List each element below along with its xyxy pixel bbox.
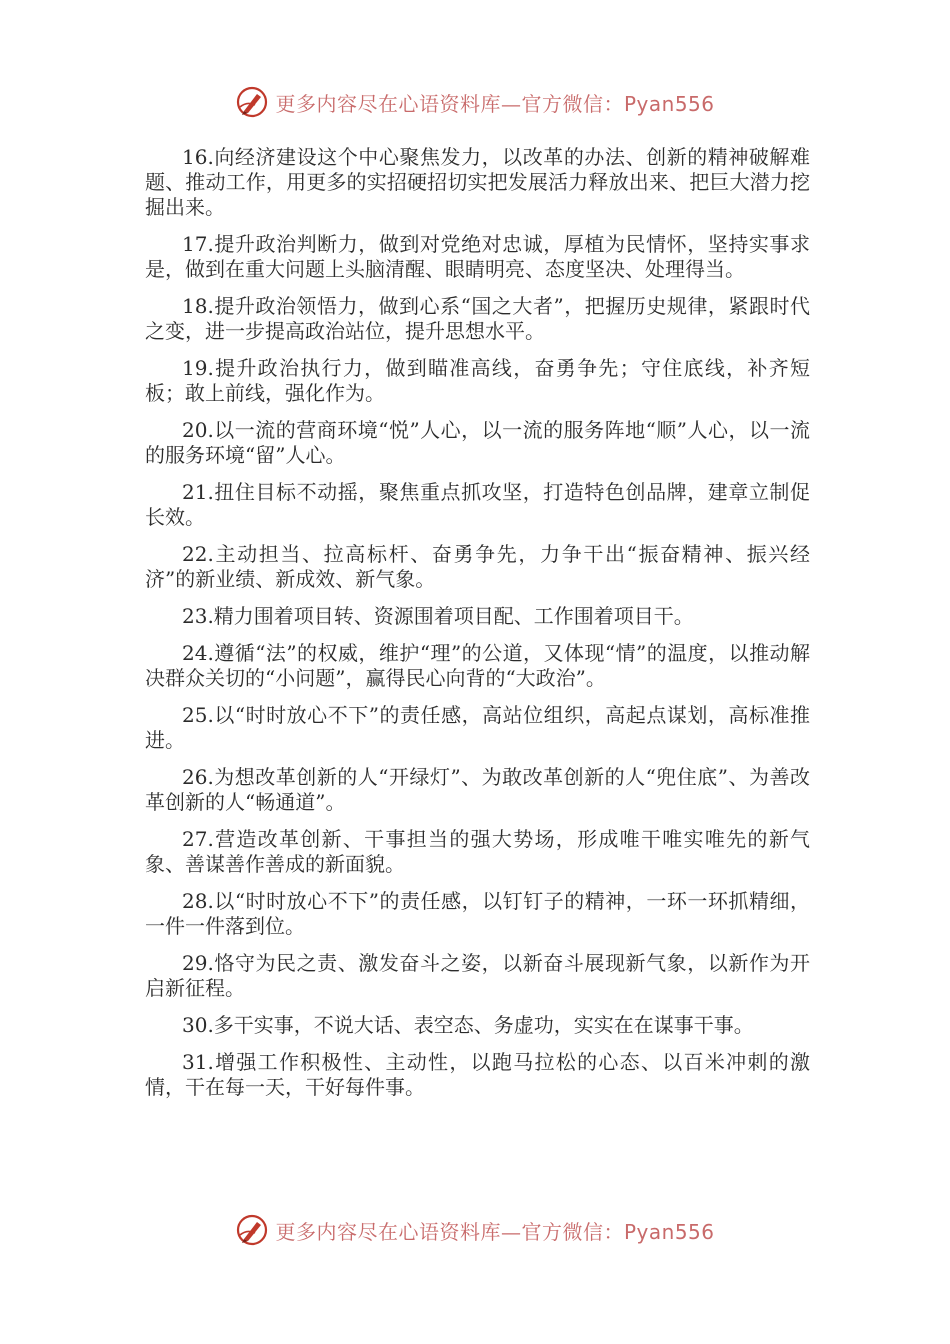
header-banner-label: 更多内容尽在心语资料库—官方微信： [275,91,624,116]
list-item: 26.为想改革创新的人“开绿灯”、为敢改革创新的人“兜住底”、为善改革创新的人“畅通道”。 [145,765,810,814]
footer-banner-wechat: Pyan556 [623,1219,715,1244]
header-banner-wechat: Pyan556 [623,91,715,116]
header-banner-inner [235,85,714,119]
header-banner [0,82,950,122]
footer-banner-inner [235,1213,714,1247]
list-item: 18.提升政治领悟力，做到心系“国之大者”，把握历史规律，紧跟时代之变，进一步提高政治站位，提升思想水平。 [145,294,810,343]
list-item: 19.提升政治执行力，做到瞄准高线，奋勇争先；守住底线，补齐短板；敢上前线，强化作为。 [145,356,810,405]
list-item: 25.以“时时放心不下”的责任感，高站位组织，高起点谋划，高标准推进。 [145,703,810,752]
list-item: 27.营造改革创新、干事担当的强大势场，形成唯干唯实唯先的新气象、善谋善作善成的新面貌。 [145,827,810,876]
list-item: 23.精力围着项目转、资源围着项目配、工作围着项目干。 [182,604,694,628]
list-item: 21.扭住目标不动摇，聚焦重点抓攻坚，打造特色创品牌，建章立制促长效。 [145,480,810,529]
list-item: 22.主动担当、拉高标杆、奋勇争先，力争干出“振奋精神、振兴经济”的新业绩、新成效、新气象。 [145,542,810,591]
list-item: 16.向经济建设这个中心聚焦发力，以改革的办法、创新的精神破解难题、推动工作，用更多的实招硬招切实把发展活力释放出来、把巨大潜力挖掘出来。 [145,145,810,219]
list-item: 29.恪守为民之责、激发奋斗之姿，以新奋斗展现新气象，以新作为开启新征程。 [145,951,810,1000]
list-item: 20.以一流的营商环境“悦”人心，以一流的服务阵地“顺”人心，以一流的服务环境“留”人心。 [145,418,810,467]
list-item: 28.以“时时放心不下”的责任感，以钉钉子的精神，一环一环抓精细，一件一件落到位。 [145,889,810,938]
footer-banner-label: 更多内容尽在心语资料库—官方微信： [275,1219,624,1244]
document-body [145,145,810,1112]
header-banner-text [275,88,714,117]
footer-banner-text [275,1216,714,1245]
pen-logo-icon [235,1213,269,1247]
list-item: 24.遵循“法”的权威，维护“理”的公道，又体现“情”的温度，以推动解决群众关切的“小问题”，赢得民心向背的“大政治”。 [145,641,810,690]
list-item: 17.提升政治判断力，做到对党绝对忠诚，厚植为民情怀，坚持实事求是，做到在重大问题上头脑清醒、眼睛明亮、态度坚决、处理得当。 [145,232,810,281]
pen-logo-icon [235,85,269,119]
list-item: 30.多干实事，不说大话、表空态、务虚功，实实在在谋事干事。 [182,1013,754,1037]
list-item: 31.增强工作积极性、主动性，以跑马拉松的心态、以百米冲刺的激情，干在每一天，干好每件事。 [145,1050,810,1099]
footer-banner [0,1210,950,1250]
